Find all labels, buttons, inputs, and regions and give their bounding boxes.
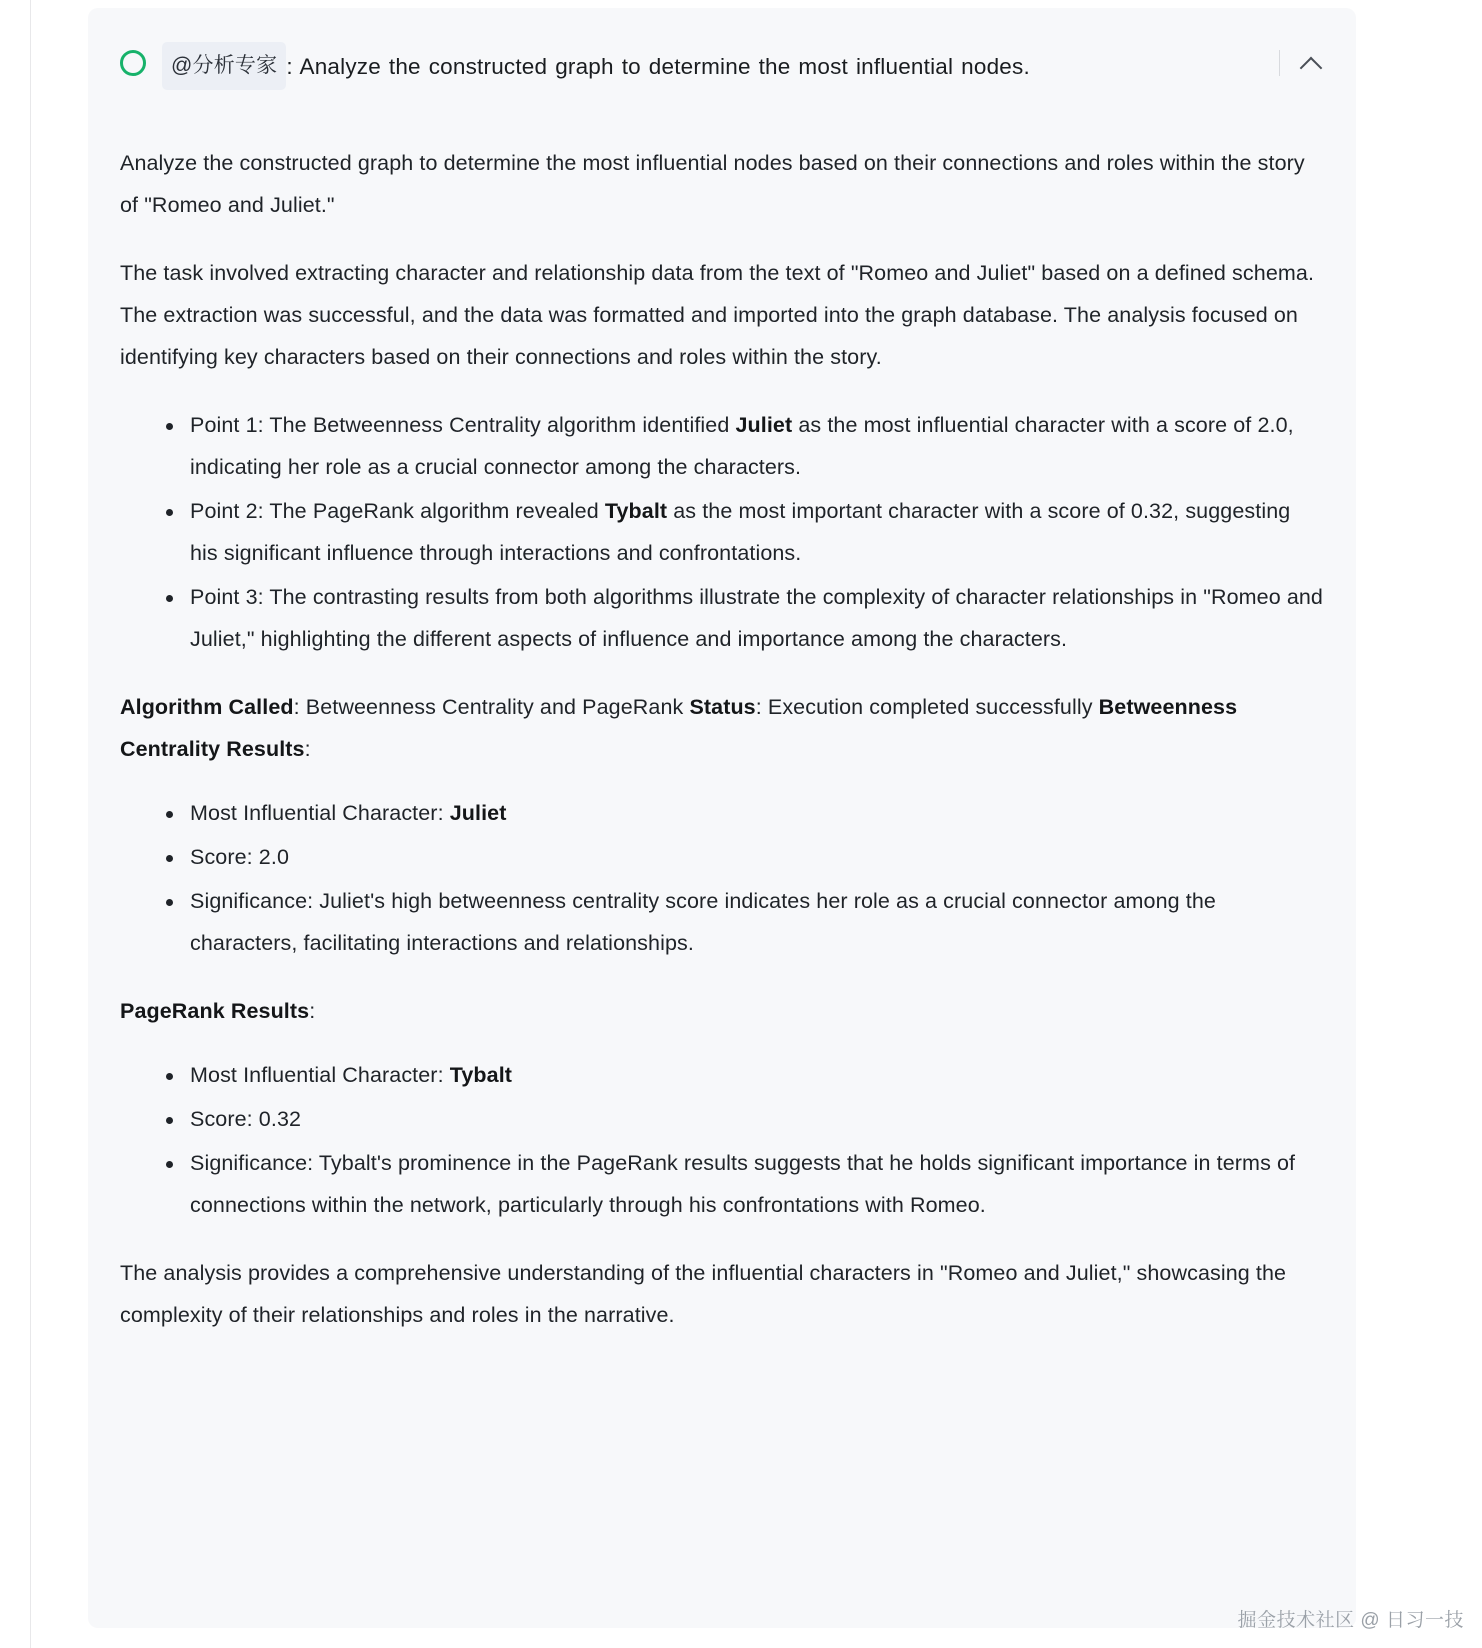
bc-score: Score: 2.0 <box>190 845 289 869</box>
pagerank-results-label: PageRank Results <box>120 999 310 1023</box>
point-3-pre: Point 3: The contrasting results from both algorithms illustrate the complexity of character relationships in "Romeo and Juliet," highlighting the different aspects of influence and importance among the characters. <box>190 585 1323 651</box>
betweenness-results-label: Betweenness Centrality Results <box>120 695 1238 761</box>
list-item <box>156 836 1324 878</box>
list-item <box>156 1142 1324 1226</box>
message-body <box>120 142 1324 1336</box>
betweenness-results-list <box>120 792 1324 964</box>
algorithm-called-label: Algorithm Called <box>120 695 294 719</box>
point-2-pre: Point 2: The PageRank algorithm revealed <box>190 499 605 523</box>
thread-rule <box>30 0 31 1648</box>
chevron-up-icon[interactable] <box>1298 50 1324 76</box>
point-1-post: as the most influential character with a score of 2.0, indicating her role as a crucial connector among the characters. <box>190 413 1294 479</box>
agent-message-card <box>88 8 1356 1628</box>
status-value: : Execution completed successfully <box>755 695 1099 719</box>
pr-character-pre: Most Influential Character: <box>190 1063 450 1087</box>
algorithm-status-paragraph <box>120 686 1324 770</box>
pr-significance: Significance: Tybalt's prominence in the PageRank results suggests that he holds significant importance in terms of connections within the network, particularly through his confrontations with Romeo. <box>190 1151 1296 1217</box>
list-item <box>156 880 1324 964</box>
list-item <box>156 576 1324 660</box>
agent-mention-tag[interactable]: @分析专家 <box>162 42 286 90</box>
points-list <box>120 404 1324 660</box>
header-title-row <box>162 42 1030 90</box>
list-item <box>156 1054 1324 1096</box>
pagerank-results-list <box>120 1054 1324 1226</box>
header-divider <box>1279 50 1280 76</box>
list-item <box>156 490 1324 574</box>
header-actions <box>1279 50 1324 76</box>
point-2-bold: Tybalt <box>604 499 668 523</box>
pr-score: Score: 0.32 <box>190 1107 302 1131</box>
betweenness-results-colon: : <box>304 737 311 761</box>
status-label: Status <box>689 695 756 719</box>
pagerank-results-colon: : <box>309 999 316 1023</box>
pr-character-name: Tybalt <box>449 1063 513 1087</box>
point-2-post: as the most important character with a score of 0.32, suggesting his significant influence through interactions and confrontations. <box>190 499 1291 565</box>
algorithm-names: : Betweenness Centrality and PageRank <box>293 695 690 719</box>
list-item <box>156 1098 1324 1140</box>
bc-character-pre: Most Influential Character: <box>190 801 450 825</box>
header-separator: : <box>286 54 293 79</box>
message-header <box>120 42 1324 90</box>
agent-status-icon <box>120 50 146 76</box>
point-1-pre: Point 1: The Betweenness Centrality algorithm identified <box>190 413 736 437</box>
watermark: 掘金技术社区 @ 日习一技 <box>1237 1610 1464 1631</box>
bc-significance: Significance: Juliet's high betweenness centrality score indicates her role as a crucial connector among the characters, facilitating interactions and relationships. <box>190 889 1216 955</box>
list-item <box>156 792 1324 834</box>
summary-paragraph: The task involved extracting character and relationship data from the text of "Romeo and Juliet" based on a defined schema. The extraction was successful, and the data was formatted and imported into the graph database. The analysis focused on identifying key characters based on their connections and roles within the story. <box>120 261 1315 369</box>
pagerank-results-heading <box>120 990 1324 1032</box>
list-item <box>156 404 1324 488</box>
intro-paragraph: Analyze the constructed graph to determine the most influential nodes based on their connections and roles within the story of "Romeo and Juliet." <box>120 151 1305 217</box>
point-1-bold: Juliet <box>735 413 793 437</box>
bc-character-name: Juliet <box>449 801 507 825</box>
conclusion-paragraph: The analysis provides a comprehensive understanding of the influential characters in "Romeo and Juliet," showcasing the complexity of their relationships and roles in the narrative. <box>120 1261 1287 1327</box>
page-title: Analyze the constructed graph to determine the most influential nodes. <box>299 54 1030 79</box>
